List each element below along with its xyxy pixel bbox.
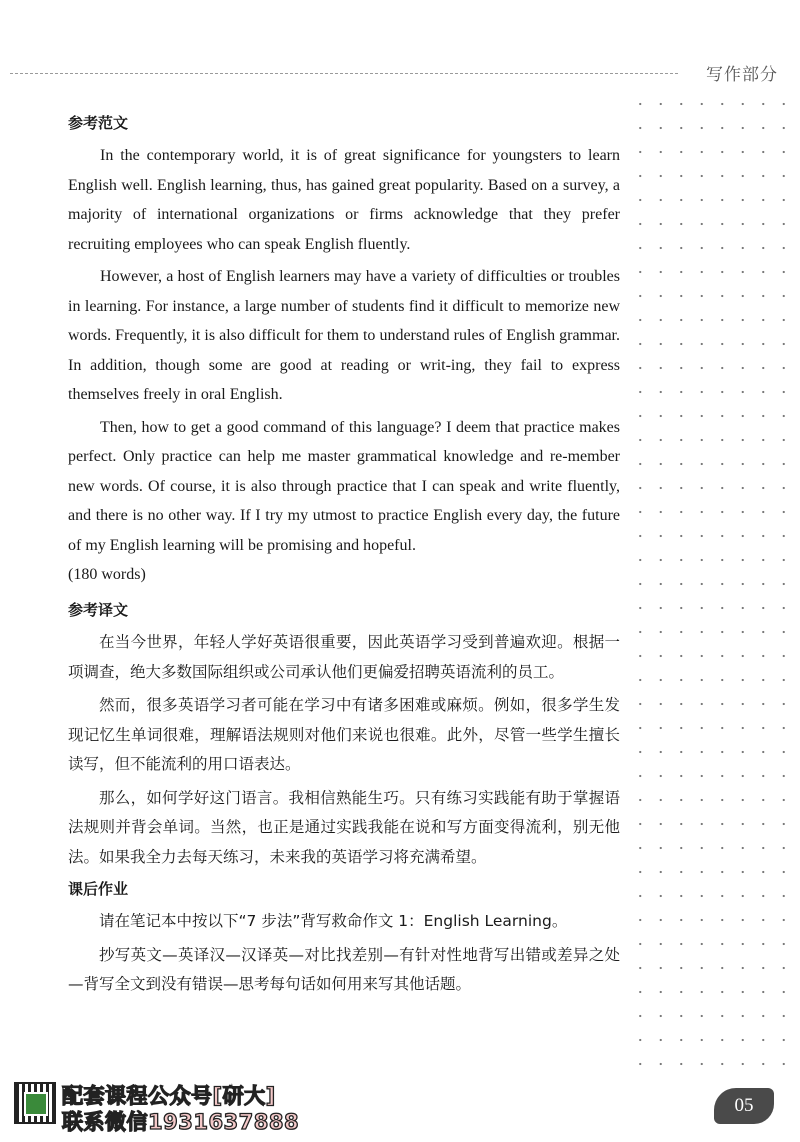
homework-paragraph: 抄写英文—英译汉—汉译英—对比找差别—有针对性地背写出错或差异之处—背写全文到没有错误—思考每句话如何用来写其他话题。 bbox=[68, 945, 620, 993]
translation-paragraph: 在当今世界，年轻人学好英语很重要，因此英语学习受到普遍欢迎。根据一项调查，绝大多数国际组织或公司承认他们更偏爱招聘英语流利的员工。 bbox=[68, 633, 620, 681]
page-content bbox=[68, 112, 620, 1004]
homework-heading: 课后作业 bbox=[68, 880, 129, 898]
word-count: (180 words) bbox=[68, 566, 146, 583]
homework-paragraph: 请在笔记本中按以下“7 步法”背写救命作文 1：English Learning。 bbox=[99, 912, 568, 930]
qr-code-icon bbox=[14, 1082, 56, 1124]
translation-paragraph: 然而，很多英语学习者可能在学习中有诸多困难或麻烦。例如，很多学生发现记忆生单词很难，理解语法规则对他们来说也很难。此外，尽管一些学生擅长读写，但不能流利的用口语表达。 bbox=[68, 696, 620, 773]
footer-contact-line: 联系微信1931637888 bbox=[62, 1110, 300, 1134]
model-essay-heading: 参考范文 bbox=[68, 114, 129, 132]
essay-paragraph: Then, how to get a good command of this language? I deem that practice makes perfect. Only practice can help me master grammatical knowledge and re-member new words. Of course, it is also through practice that I can speak and write fluently, and there is no other way. If I try my utmost to practice English every day, the future of my English learning will be promising and hopeful. bbox=[68, 418, 620, 554]
essay-paragraph: However, a host of English learners may have a variety of difficulties or troubles in learning. For instance, a large number of students find it difficult to memorize new words. Frequently, it is also difficult for them to understand rules of English grammar. In addition, though some are good at reading or writ-ing, they fail to express themselves freely in oral English. bbox=[68, 268, 620, 403]
translation-heading: 参考译文 bbox=[68, 601, 129, 619]
essay-paragraph: In the contemporary world, it is of great significance for youngsters to learn English well. English learning, thus, has gained great popularity. Based on a survey, a majority of international organizations or firms acknowledge that they prefer recruiting employees who can speak English fluently. bbox=[68, 147, 620, 253]
page-number: 05 bbox=[714, 1088, 774, 1124]
dot-grid-notes-area bbox=[630, 92, 800, 1082]
translation-paragraph: 那么，如何学好这门语言。我相信熟能生巧。只有练习实践能有助于掌握语法规则并背会单词。当然，也正是通过实践我能在说和写方面变得流利，别无他法。如果我全力去每天练习，未来我的英语学习将充满希望。 bbox=[68, 788, 620, 866]
footer-promo-line: 配套课程公众号[研大] bbox=[62, 1084, 276, 1108]
header-divider bbox=[10, 73, 678, 74]
section-title: 写作部分 bbox=[706, 65, 778, 85]
